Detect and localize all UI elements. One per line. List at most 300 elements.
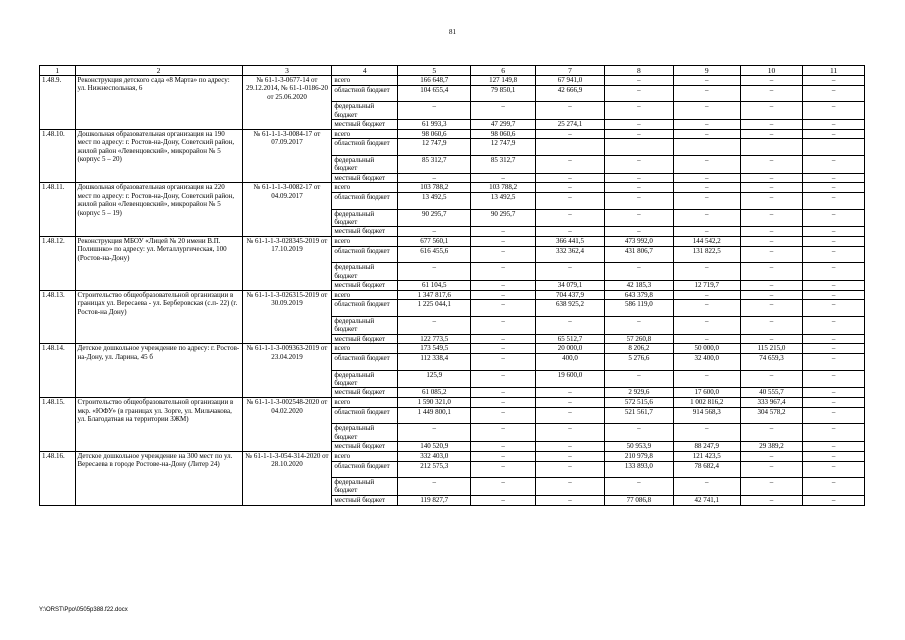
entry-number: 1.48.11. — [40, 183, 76, 237]
amount-cell: – — [673, 155, 740, 173]
amount-cell: – — [471, 102, 536, 120]
amount-cell: – — [673, 85, 740, 102]
amount-cell: – — [673, 102, 740, 120]
amount-cell: – — [604, 316, 673, 334]
amount-cell: – — [740, 290, 803, 300]
amount-cell: – — [673, 300, 740, 317]
amount-cell: 332 362,4 — [535, 246, 604, 263]
amount-cell: – — [803, 209, 865, 227]
amount-cell: 144 542,2 — [673, 237, 740, 247]
entry-name: Дошкольная образовательная организация на 190 мест по адресу: г. Ростов-на-Дону, Советский район, жилой район «Левенцовский», микрорайон № 5 (корпус 5 – 20) — [75, 129, 242, 183]
amount-cell: – — [740, 300, 803, 317]
amount-cell: – — [673, 193, 740, 210]
amount-cell: 67 941,0 — [535, 76, 604, 86]
amount-cell: – — [740, 461, 803, 478]
amount-cell: – — [740, 102, 803, 120]
amount-cell: – — [535, 442, 604, 452]
amount-cell: – — [535, 227, 604, 237]
funding-source: областной бюджет — [332, 354, 398, 371]
amount-cell: – — [398, 263, 471, 281]
amount-cell: 40 555,7 — [740, 388, 803, 398]
amount-cell: – — [471, 246, 536, 263]
amount-cell — [535, 139, 604, 156]
amount-cell: – — [803, 388, 865, 398]
table-row — [40, 183, 865, 193]
amount-cell: – — [398, 102, 471, 120]
amount-cell: – — [673, 424, 740, 442]
amount-cell: – — [535, 173, 604, 183]
amount-cell: 104 655,4 — [398, 85, 471, 102]
amount-cell: – — [740, 246, 803, 263]
amount-cell: – — [803, 290, 865, 300]
amount-cell: – — [740, 129, 803, 139]
amount-cell: 400,0 — [535, 354, 604, 371]
amount-cell: 332 403,0 — [398, 451, 471, 461]
amount-cell: – — [740, 495, 803, 505]
column-header: 3 — [242, 66, 332, 76]
funding-source: всего — [332, 398, 398, 408]
amount-cell: – — [535, 461, 604, 478]
amount-cell: 90 295,7 — [471, 209, 536, 227]
funding-source: федеральный бюджет — [332, 424, 398, 442]
amount-cell: – — [535, 388, 604, 398]
amount-cell: 57 260,8 — [604, 334, 673, 344]
funding-source: всего — [332, 290, 398, 300]
amount-cell: – — [604, 370, 673, 388]
amount-cell: 78 682,4 — [673, 461, 740, 478]
entry-name: Реконструкция детского сада «8 Марта» по адресу: ул. Нижнеспольная, 6 — [75, 76, 242, 130]
funding-source: федеральный бюджет — [332, 155, 398, 173]
amount-cell: – — [535, 407, 604, 424]
amount-cell: – — [740, 424, 803, 442]
amount-cell: – — [535, 424, 604, 442]
entry-document: № 61-1-1-3-009363-2019 от 23.04.2019 — [242, 344, 332, 398]
entry-document: № 61-1-1-3-028345-2019 от 17.10.2019 — [242, 237, 332, 291]
column-header: 10 — [740, 66, 803, 76]
amount-cell: – — [604, 129, 673, 139]
amount-cell: – — [740, 155, 803, 173]
amount-cell: – — [803, 354, 865, 371]
amount-cell: – — [471, 334, 536, 344]
funding-source: всего — [332, 76, 398, 86]
amount-cell: 50 953,9 — [604, 442, 673, 452]
funding-source: местный бюджет — [332, 281, 398, 291]
amount-cell: – — [803, 129, 865, 139]
column-header: 1 — [40, 66, 76, 76]
amount-cell: 1 590 321,0 — [398, 398, 471, 408]
entry-name: Строительство общеобразовательной организации в границах ул. Вересаева - ул. Берберовская (с.п- 22) (г. Ростов-на Дону) — [75, 290, 242, 344]
amount-cell: – — [673, 227, 740, 237]
entry-document: № 61-1-1-3-0082-17 от 04.09.2017 — [242, 183, 332, 237]
amount-cell: 98 060,6 — [398, 129, 471, 139]
amount-cell: 98 060,6 — [471, 129, 536, 139]
amount-cell: 19 600,0 — [535, 370, 604, 388]
amount-cell: 12 747,9 — [398, 139, 471, 156]
amount-cell: – — [535, 316, 604, 334]
amount-cell: – — [471, 370, 536, 388]
amount-cell: – — [803, 370, 865, 388]
funding-source: федеральный бюджет — [332, 209, 398, 227]
page-number: 81 — [449, 28, 456, 36]
amount-cell: – — [803, 227, 865, 237]
table-row — [40, 344, 865, 354]
amount-cell: 42 741,1 — [673, 495, 740, 505]
entry-document: № 61-1-1-3-054-314-2020 от 28.10.2020 — [242, 451, 332, 505]
amount-cell: 103 788,2 — [398, 183, 471, 193]
amount-cell: – — [673, 129, 740, 139]
amount-cell: 50 000,0 — [673, 344, 740, 354]
amount-cell: – — [471, 316, 536, 334]
funding-source: местный бюджет — [332, 173, 398, 183]
amount-cell: 643 379,8 — [604, 290, 673, 300]
amount-cell: – — [471, 237, 536, 247]
amount-cell: 8 206,2 — [604, 344, 673, 354]
table-row — [40, 451, 865, 461]
amount-cell: – — [740, 173, 803, 183]
amount-cell: – — [535, 183, 604, 193]
amount-cell: 704 437,9 — [535, 290, 604, 300]
amount-cell: – — [740, 76, 803, 86]
amount-cell: – — [803, 246, 865, 263]
amount-cell: 20 000,0 — [535, 344, 604, 354]
amount-cell: – — [673, 173, 740, 183]
amount-cell: – — [803, 281, 865, 291]
amount-cell: 431 806,7 — [604, 246, 673, 263]
amount-cell: 166 648,7 — [398, 76, 471, 86]
amount-cell: – — [398, 424, 471, 442]
amount-cell: 42 666,9 — [535, 85, 604, 102]
amount-cell: – — [535, 102, 604, 120]
entry-number: 1.48.12. — [40, 237, 76, 291]
entry-document: № 61-1-1-3-002548-2020 от 04.02.2020 — [242, 398, 332, 452]
amount-cell: 74 659,3 — [740, 354, 803, 371]
amount-cell: 914 568,3 — [673, 407, 740, 424]
amount-cell: – — [471, 451, 536, 461]
amount-cell — [673, 139, 740, 156]
amount-cell: 103 788,2 — [471, 183, 536, 193]
funding-source: федеральный бюджет — [332, 102, 398, 120]
amount-cell: – — [740, 334, 803, 344]
amount-cell: – — [740, 478, 803, 496]
amount-cell: – — [471, 354, 536, 371]
amount-cell: – — [471, 398, 536, 408]
funding-source: местный бюджет — [332, 120, 398, 130]
amount-cell: – — [471, 478, 536, 496]
amount-cell: – — [471, 173, 536, 183]
amount-cell: 65 512,7 — [535, 334, 604, 344]
table-row — [40, 76, 865, 86]
entry-name: Строительство общеобразовательной организации в мкр. «ЮФУ» (в границах ул. Зорге, ул. Мильчакова, ул. Благодатная на территории ЗЖМ) — [75, 398, 242, 452]
amount-cell: 12 747,9 — [471, 139, 536, 156]
entry-document: № 61-1-1-3-026315-2019 от 30.09.2019 — [242, 290, 332, 344]
amount-cell: – — [803, 442, 865, 452]
amount-cell: – — [803, 424, 865, 442]
amount-cell: – — [673, 76, 740, 86]
entry-document: № 61-1-3-0677-14 от 29.12.2014, № 61-1-0186-20 от 25.06.2020 — [242, 76, 332, 130]
amount-cell: 304 578,2 — [740, 407, 803, 424]
funding-source: областной бюджет — [332, 246, 398, 263]
amount-cell: – — [803, 85, 865, 102]
amount-cell: 1 225 044,1 — [398, 300, 471, 317]
amount-cell: – — [471, 424, 536, 442]
amount-cell: – — [398, 227, 471, 237]
amount-cell: 85 312,7 — [398, 155, 471, 173]
amount-cell — [740, 139, 803, 156]
entry-number: 1.48.14. — [40, 344, 76, 398]
funding-source: федеральный бюджет — [332, 370, 398, 388]
entry-number: 1.48.13. — [40, 290, 76, 344]
amount-cell: – — [803, 316, 865, 334]
amount-cell: – — [673, 290, 740, 300]
table-row — [40, 237, 865, 247]
amount-cell: – — [471, 495, 536, 505]
amount-cell: – — [398, 478, 471, 496]
funding-source: местный бюджет — [332, 442, 398, 452]
amount-cell: – — [740, 209, 803, 227]
amount-cell: – — [604, 155, 673, 173]
amount-cell: – — [803, 344, 865, 354]
amount-cell — [604, 139, 673, 156]
amount-cell: – — [471, 290, 536, 300]
amount-cell: 32 400,0 — [673, 354, 740, 371]
amount-cell: 34 079,1 — [535, 281, 604, 291]
amount-cell: – — [740, 227, 803, 237]
amount-cell: – — [471, 300, 536, 317]
column-header: 5 — [398, 66, 471, 76]
amount-cell: – — [803, 263, 865, 281]
amount-cell: – — [604, 183, 673, 193]
amount-cell: 61 104,5 — [398, 281, 471, 291]
amount-cell: – — [803, 451, 865, 461]
table-row — [40, 129, 865, 139]
amount-cell: 173 549,5 — [398, 344, 471, 354]
amount-cell: 77 086,8 — [604, 495, 673, 505]
column-header: 2 — [75, 66, 242, 76]
amount-cell: – — [740, 451, 803, 461]
funding-source: федеральный бюджет — [332, 478, 398, 496]
entry-name: Реконструкция МБОУ «Лицей № 20 имени В.П. Полишнко» по адресу: ул. Металлургическая, 100 (Ростов-на-Дону) — [75, 237, 242, 291]
amount-cell: – — [740, 316, 803, 334]
amount-cell: 85 312,7 — [471, 155, 536, 173]
column-header: 9 — [673, 66, 740, 76]
amount-cell: 333 967,4 — [740, 398, 803, 408]
amount-cell: – — [673, 478, 740, 496]
column-header: 8 — [604, 66, 673, 76]
amount-cell: 25 274,1 — [535, 120, 604, 130]
amount-cell — [803, 139, 865, 156]
funding-source: областной бюджет — [332, 461, 398, 478]
amount-cell: – — [604, 76, 673, 86]
amount-cell: – — [673, 370, 740, 388]
amount-cell: 29 389,2 — [740, 442, 803, 452]
amount-cell: – — [604, 85, 673, 102]
amount-cell: – — [740, 263, 803, 281]
amount-cell: 366 441,5 — [535, 237, 604, 247]
amount-cell: 90 295,7 — [398, 209, 471, 227]
amount-cell: – — [535, 209, 604, 227]
amount-cell: – — [535, 263, 604, 281]
amount-cell: – — [803, 398, 865, 408]
amount-cell: – — [604, 227, 673, 237]
amount-cell: 12 719,7 — [673, 281, 740, 291]
amount-cell: – — [604, 209, 673, 227]
amount-cell: – — [471, 344, 536, 354]
amount-cell: 1 002 816,2 — [673, 398, 740, 408]
amount-cell: – — [803, 407, 865, 424]
funding-source: всего — [332, 451, 398, 461]
amount-cell: 521 561,7 — [604, 407, 673, 424]
entry-name: Детское дошкольное учреждение на 300 мест по ул. Вересаева в городе Ростове-на-Дону (Литер 24) — [75, 451, 242, 505]
entry-name: Дошкольная образовательная организация на 220 мест по адресу: г. Ростов-на-Дону, Советский район, жилой район «Левенцовский», микрорайон № 5 (корпус 5 – 19) — [75, 183, 242, 237]
amount-cell: – — [803, 193, 865, 210]
amount-cell: – — [803, 237, 865, 247]
amount-cell: – — [803, 155, 865, 173]
amount-cell: 121 423,5 — [673, 451, 740, 461]
amount-cell: – — [803, 495, 865, 505]
amount-cell: 212 575,3 — [398, 461, 471, 478]
amount-cell: 112 338,4 — [398, 354, 471, 371]
entry-number: 1.48.9. — [40, 76, 76, 130]
budget-table — [39, 65, 865, 506]
funding-source: местный бюджет — [332, 227, 398, 237]
amount-cell: 133 893,0 — [604, 461, 673, 478]
amount-cell: 17 600,0 — [673, 388, 740, 398]
amount-cell: – — [604, 173, 673, 183]
amount-cell: – — [673, 183, 740, 193]
funding-source: местный бюджет — [332, 334, 398, 344]
amount-cell: 473 992,0 — [604, 237, 673, 247]
amount-cell: 61 993,3 — [398, 120, 471, 130]
amount-cell: 131 822,5 — [673, 246, 740, 263]
amount-cell: – — [803, 102, 865, 120]
funding-source: местный бюджет — [332, 388, 398, 398]
amount-cell: 47 299,7 — [471, 120, 536, 130]
amount-cell: – — [740, 120, 803, 130]
amount-cell: – — [535, 398, 604, 408]
amount-cell: 572 515,6 — [604, 398, 673, 408]
funding-source: местный бюджет — [332, 495, 398, 505]
amount-cell: – — [604, 478, 673, 496]
amount-cell: – — [803, 173, 865, 183]
amount-cell: – — [673, 263, 740, 281]
funding-source: областной бюджет — [332, 300, 398, 317]
amount-cell: – — [740, 183, 803, 193]
amount-cell: 1 449 800,1 — [398, 407, 471, 424]
column-header: 4 — [332, 66, 398, 76]
amount-cell: – — [604, 193, 673, 210]
table-row — [40, 398, 865, 408]
amount-cell: – — [398, 173, 471, 183]
table-row — [40, 290, 865, 300]
amount-cell: – — [535, 155, 604, 173]
entry-number: 1.48.10. — [40, 129, 76, 183]
amount-cell: – — [604, 102, 673, 120]
amount-cell: – — [471, 263, 536, 281]
amount-cell: 13 492,5 — [471, 193, 536, 210]
amount-cell: – — [803, 76, 865, 86]
amount-cell: – — [604, 424, 673, 442]
amount-cell: – — [673, 209, 740, 227]
entry-name: Детское дошкольное учреждение по адресу: г. Ростов-на-Дону, ул. Ларина, 45 б — [75, 344, 242, 398]
amount-cell: 127 149,8 — [471, 76, 536, 86]
amount-cell: 115 215,0 — [740, 344, 803, 354]
table-body — [40, 76, 865, 506]
amount-cell: 42 185,3 — [604, 281, 673, 291]
amount-cell: – — [740, 85, 803, 102]
footer-file-path: Y:\ORST\Ppo\0505p388.f22.docx — [39, 607, 128, 613]
amount-cell: – — [471, 442, 536, 452]
amount-cell: – — [604, 120, 673, 130]
budget-table-container — [39, 65, 865, 506]
amount-cell: – — [673, 334, 740, 344]
amount-cell: 210 979,8 — [604, 451, 673, 461]
amount-cell: 140 520,9 — [398, 442, 471, 452]
amount-cell: – — [398, 316, 471, 334]
amount-cell: 616 455,6 — [398, 246, 471, 263]
amount-cell: – — [471, 281, 536, 291]
entry-number: 1.48.16. — [40, 451, 76, 505]
funding-source: областной бюджет — [332, 407, 398, 424]
amount-cell: – — [535, 451, 604, 461]
amount-cell: – — [740, 281, 803, 291]
amount-cell: 586 119,0 — [604, 300, 673, 317]
amount-cell: 61 085,2 — [398, 388, 471, 398]
amount-cell: – — [535, 129, 604, 139]
amount-cell: – — [803, 120, 865, 130]
funding-source: всего — [332, 183, 398, 193]
amount-cell: – — [471, 461, 536, 478]
funding-source: областной бюджет — [332, 139, 398, 156]
amount-cell: – — [535, 193, 604, 210]
amount-cell: – — [471, 407, 536, 424]
amount-cell: 119 827,7 — [398, 495, 471, 505]
entry-document: № 61-1-1-3-0084-17 от 07.09.2017 — [242, 129, 332, 183]
funding-source: областной бюджет — [332, 193, 398, 210]
column-header: 6 — [471, 66, 536, 76]
amount-cell: – — [740, 237, 803, 247]
amount-cell: – — [803, 461, 865, 478]
amount-cell: 677 560,1 — [398, 237, 471, 247]
amount-cell: – — [604, 263, 673, 281]
amount-cell: – — [535, 495, 604, 505]
amount-cell: – — [803, 478, 865, 496]
amount-cell: – — [740, 193, 803, 210]
funding-source: федеральный бюджет — [332, 263, 398, 281]
amount-cell: – — [803, 334, 865, 344]
amount-cell: 88 247,9 — [673, 442, 740, 452]
amount-cell: – — [471, 227, 536, 237]
amount-cell: 122 773,5 — [398, 334, 471, 344]
funding-source: всего — [332, 344, 398, 354]
funding-source: всего — [332, 129, 398, 139]
funding-source: областной бюджет — [332, 85, 398, 102]
amount-cell: 2 929,6 — [604, 388, 673, 398]
amount-cell: – — [740, 370, 803, 388]
amount-cell: 125,9 — [398, 370, 471, 388]
amount-cell: 79 850,1 — [471, 85, 536, 102]
amount-cell: 5 276,6 — [604, 354, 673, 371]
amount-cell: – — [803, 183, 865, 193]
header-row — [40, 66, 865, 76]
amount-cell: – — [803, 300, 865, 317]
amount-cell: – — [535, 478, 604, 496]
amount-cell: – — [673, 316, 740, 334]
column-header: 7 — [535, 66, 604, 76]
amount-cell: 1 347 817,6 — [398, 290, 471, 300]
funding-source: федеральный бюджет — [332, 316, 398, 334]
amount-cell: – — [673, 120, 740, 130]
amount-cell: 13 492,5 — [398, 193, 471, 210]
